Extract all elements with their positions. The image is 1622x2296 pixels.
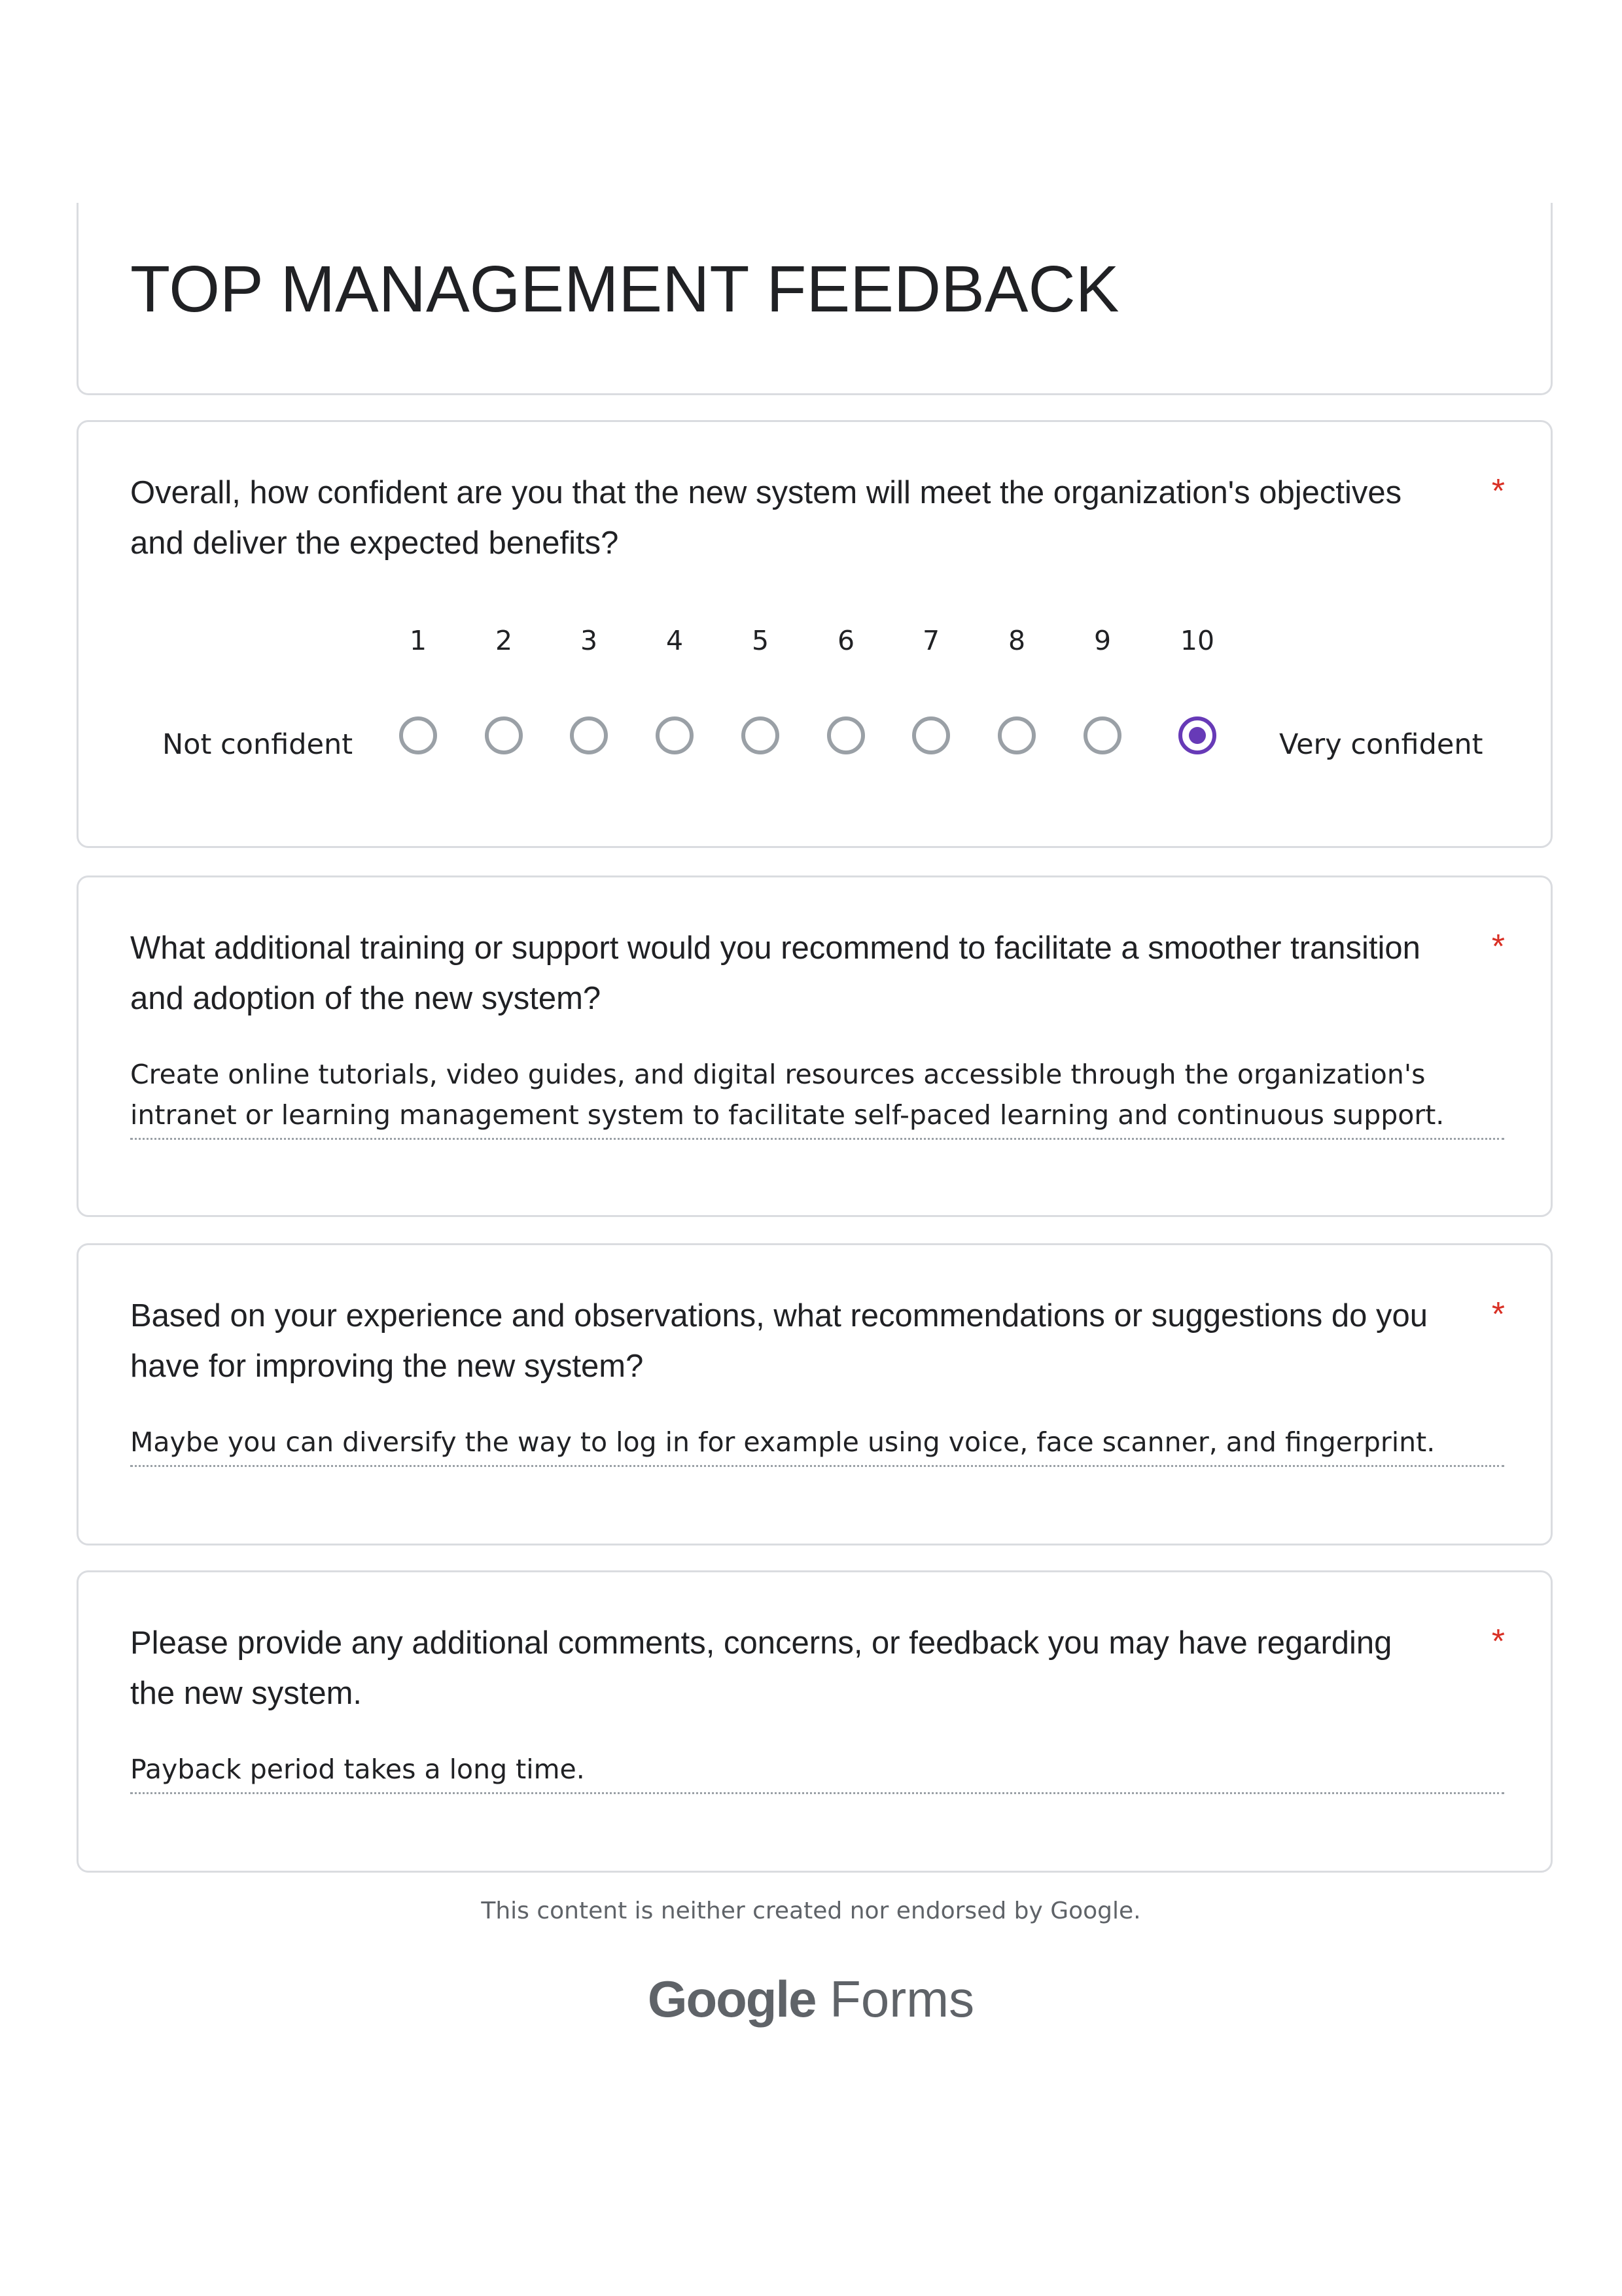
required-asterisk: * [1491,1623,1505,1661]
required-asterisk: * [1491,1296,1505,1333]
answer-text[interactable]: Payback period takes a long time. [130,1749,1504,1794]
logo-google-word: Google [647,1970,816,2028]
scale-number: 10 [1180,625,1215,656]
scale-max-label: Very confident [1279,728,1483,761]
scale-radio-1[interactable] [399,716,437,754]
scale-radio-9[interactable] [1084,716,1121,754]
scale-number: 2 [495,625,513,656]
answer-text[interactable]: Create online tutorials, video guides, and digital resources accessible through the organization's intranet or learning management system to facilitate self-paced learning and continuous support. [130,1054,1504,1140]
question-text: Please provide any additional comments, concerns, or feedback you may have regarding the new system. [130,1625,1392,1711]
scale-number: 7 [922,625,940,656]
scale-radio-6[interactable] [827,716,865,754]
scale-radio-7[interactable] [912,716,950,754]
question-card-recommendations [77,1243,1553,1545]
scale-number: 5 [751,625,769,656]
form-title: TOP MANAGEMENT FEEDBACK [130,253,1120,326]
google-forms-logo[interactable] [0,1969,1622,2029]
scale-radio-8[interactable] [998,716,1036,754]
scale-radio-10-selected[interactable] [1178,716,1216,754]
scale-number: 9 [1093,625,1112,656]
scale-number: 4 [665,625,684,656]
question-text: Overall, how confident are you that the new system will meet the organization's objectives and deliver the expected benefits? [130,475,1402,561]
scale-number: 1 [409,625,427,656]
scale-radio-4[interactable] [656,716,694,754]
question-card-comments [77,1570,1553,1873]
question-text: Based on your experience and observations, what recommendations or suggestions do you have for improving the new system? [130,1298,1428,1384]
scale-number: 6 [837,625,855,656]
required-asterisk: * [1491,472,1505,510]
scale-radio-3[interactable] [570,716,608,754]
question-text: What additional training or support would you recommend to facilitate a smoother transition and adoption of the new system? [130,930,1420,1016]
answer-text[interactable]: Maybe you can diversify the way to log in for example using voice, face scanner, and fingerprint. [130,1422,1504,1467]
footer-disclaimer: This content is neither created nor endorsed by Google. [481,1898,1141,1924]
form-title-card [77,203,1553,395]
logo-forms-word: Forms [830,1970,975,2028]
question-card-confidence [77,420,1553,848]
scale-number: 3 [580,625,598,656]
scale-radio-2[interactable] [485,716,523,754]
scale-number: 8 [1008,625,1026,656]
scale-radio-5[interactable] [741,716,779,754]
scale-min-label: Not confident [162,728,353,761]
required-asterisk: * [1491,928,1505,966]
question-card-training [77,875,1553,1217]
